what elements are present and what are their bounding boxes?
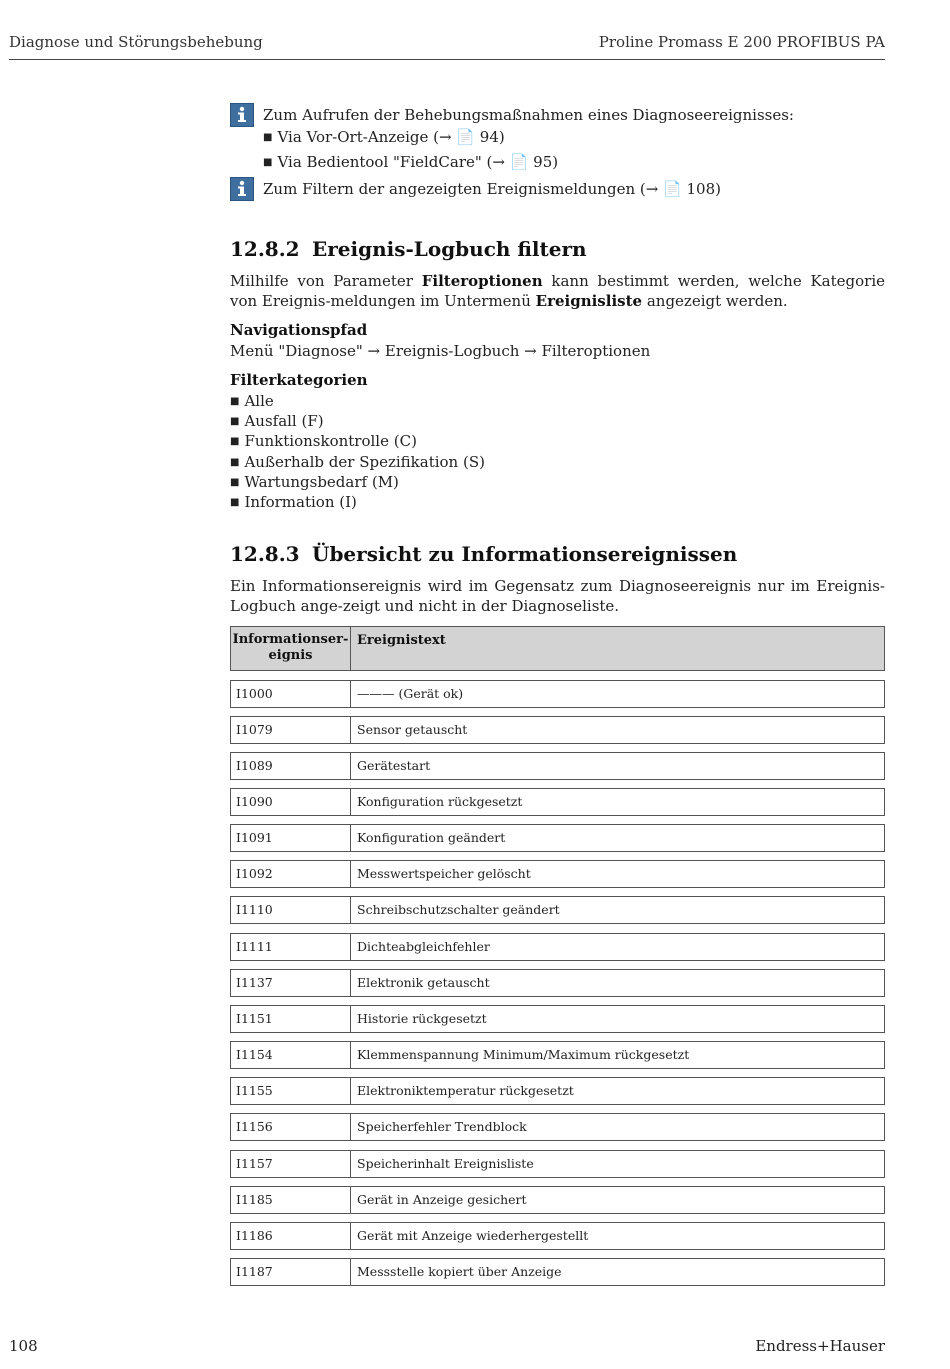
section-title: Ereignis-Logbuch filtern (312, 237, 587, 261)
table-row (230, 1258, 885, 1286)
filter-item: ■ Ausfall (F) (230, 411, 485, 431)
para-text: angezeigt werden. (642, 292, 788, 310)
para-text: Milhilfe von Parameter (230, 272, 422, 290)
event-code: I1090 (231, 789, 351, 815)
table-row (230, 716, 885, 744)
section-heading-1283 (230, 542, 737, 566)
event-text: Konfiguration rückgesetzt (357, 794, 523, 809)
submenu-ereignisliste: Ereignisliste (535, 292, 643, 310)
table-row (230, 1150, 885, 1178)
header-product: Proline Promass E 200 PROFIBUS PA (598, 33, 885, 51)
note-link-display[interactable]: ■ Via Vor-Ort-Anzeige (→ 📄 94) (263, 126, 794, 151)
note-filter-text[interactable]: Zum Filtern der angezeigten Ereignismeldungen (→ 📄 108) (263, 180, 721, 198)
event-code: I1111 (231, 934, 351, 960)
filter-item: ■ Alle (230, 391, 485, 411)
table-row (230, 896, 885, 924)
section-number: 12.8.2 (230, 237, 300, 261)
section-paragraph: Ein Informationsereignis wird im Gegensatz zum Diagnoseereignis nur im Ereignis-Logbuch ange-zeigt und nicht in der Diagnoseliste. (230, 577, 885, 615)
note-link-fieldcare[interactable]: ■ Via Bedientool "FieldCare" (→ 📄 95) (263, 151, 794, 176)
header-chapter: Diagnose und Störungsbehebung (9, 33, 263, 51)
table-row (230, 1005, 885, 1033)
event-code: I1151 (231, 1006, 351, 1032)
table-row (230, 1041, 885, 1069)
filter-list (230, 391, 485, 512)
filter-item: ■ Information (I) (230, 492, 485, 512)
event-text: Elektronik getauscht (357, 975, 490, 990)
nav-path-label: Navigationspfad (230, 321, 368, 339)
event-text: Gerät mit Anzeige wiederhergestellt (357, 1228, 589, 1243)
section-number: 12.8.3 (230, 542, 300, 566)
section-paragraph (230, 271, 885, 311)
event-code: I1154 (231, 1042, 351, 1068)
event-text: Messstelle kopiert über Anzeige (357, 1264, 562, 1279)
filter-item: ■ Funktionskontrolle (C) (230, 431, 485, 451)
table-row (230, 788, 885, 816)
event-code: I1110 (231, 897, 351, 923)
filter-item: ■ Außerhalb der Spezifikation (S) (230, 452, 485, 472)
event-text: Schreibschutzschalter geändert (357, 902, 560, 917)
section-heading-1282 (230, 237, 587, 261)
event-text: Gerätestart (357, 758, 431, 773)
table-row (230, 860, 885, 888)
column-header-line: eignis (268, 648, 313, 663)
table-row (230, 1186, 885, 1214)
event-text: Historie rückgesetzt (357, 1011, 487, 1026)
event-code: I1000 (231, 681, 351, 707)
info-icon (230, 103, 254, 127)
event-code: I1157 (231, 1151, 351, 1177)
event-text: Sensor getauscht (357, 722, 468, 737)
event-code: I1089 (231, 753, 351, 779)
table-row (230, 969, 885, 997)
column-header-text: Ereignistext (357, 633, 446, 648)
event-code: I1156 (231, 1114, 351, 1140)
event-code: I1092 (231, 861, 351, 887)
nav-path: Menü "Diagnose" → Ereignis-Logbuch → Filteroptionen (230, 342, 651, 360)
note-intro: Zum Aufrufen der Behebungsmaßnahmen eines Diagnoseereignisses: (263, 106, 794, 124)
page-number: 108 (9, 1337, 38, 1355)
table-header (230, 626, 885, 671)
event-code: I1155 (231, 1078, 351, 1104)
page-header (9, 31, 885, 60)
event-code: I1137 (231, 970, 351, 996)
event-code: I1185 (231, 1187, 351, 1213)
brand-name: Endress+Hauser (755, 1337, 885, 1355)
table-row (230, 752, 885, 780)
event-text: Konfiguration geändert (357, 830, 506, 845)
event-code: I1091 (231, 825, 351, 851)
info-icon (230, 177, 254, 201)
event-code: I1079 (231, 717, 351, 743)
event-text: Elektroniktemperatur rückgesetzt (357, 1083, 574, 1098)
filter-categories-label: Filterkategorien (230, 371, 368, 389)
table-row (230, 1077, 885, 1105)
event-text: ——— (Gerät ok) (357, 686, 464, 701)
table-row (230, 1222, 885, 1250)
event-code: I1186 (231, 1223, 351, 1249)
event-code: I1187 (231, 1259, 351, 1285)
table-row (230, 933, 885, 961)
column-header-event (231, 627, 351, 670)
section-title: Übersicht zu Informationsereignissen (312, 542, 738, 566)
event-text: Speicherinhalt Ereignisliste (357, 1156, 534, 1171)
table-row (230, 680, 885, 708)
event-text: Gerät in Anzeige gesichert (357, 1192, 527, 1207)
column-header-line: Informationser- (232, 632, 349, 647)
event-text: Klemmenspannung Minimum/Maximum rückgesetzt (357, 1047, 690, 1062)
table-row (230, 824, 885, 852)
event-text: Dichteabgleichfehler (357, 939, 490, 954)
table-row (230, 1113, 885, 1141)
event-text: Messwertspeicher gelöscht (357, 866, 531, 881)
para-text: kann bestimmt werden, welche Kategorie von Ereignis-meldungen im Untermenü (230, 272, 885, 310)
param-filteroptionen: Filteroptionen (421, 272, 543, 290)
event-text: Speicherfehler Trendblock (357, 1119, 527, 1134)
filter-item: ■ Wartungsbedarf (M) (230, 472, 485, 492)
